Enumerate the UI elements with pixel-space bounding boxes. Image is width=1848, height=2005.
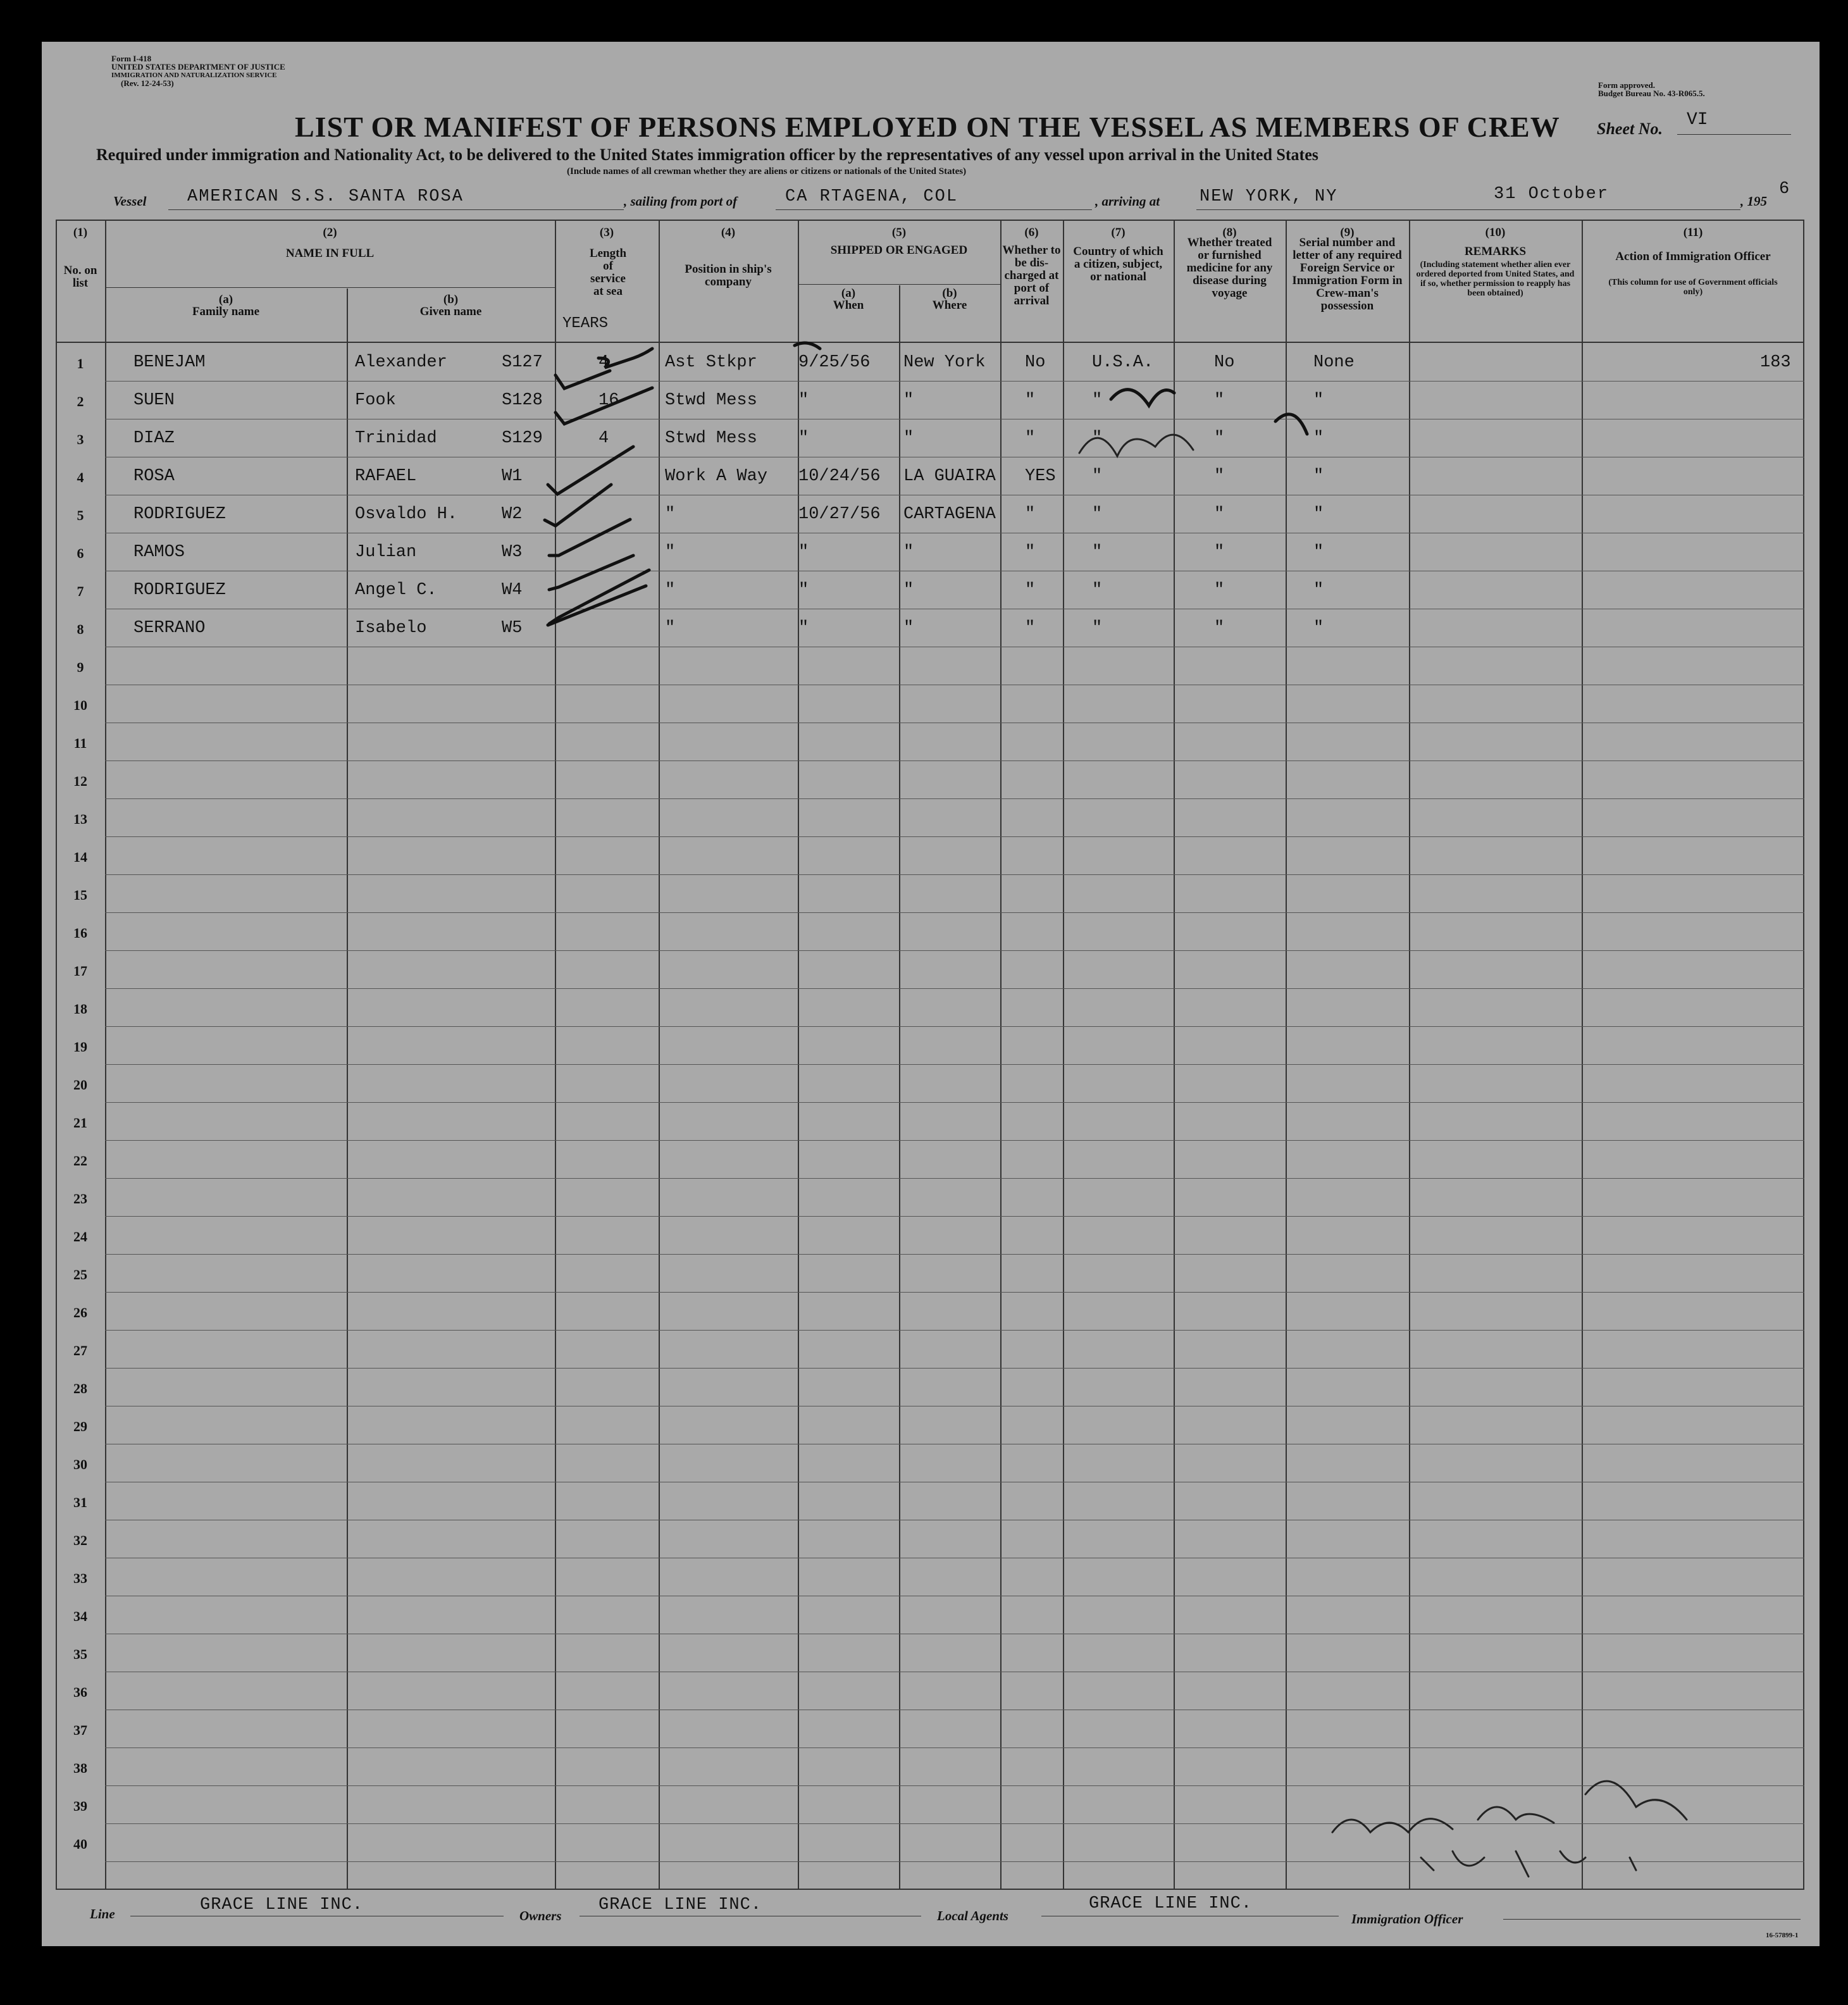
crew-discharge-cell: " [1025,391,1036,410]
row-number: 32 [73,1532,87,1548]
col7-number: (7) [1111,226,1126,239]
crew-discharge-cell: No [1025,353,1046,372]
crew-given-cell: Alexander [355,353,447,372]
port-of-departure: CA RTAGENA, COL [785,187,958,206]
crew-treated-cell: " [1214,467,1225,486]
row-number: 12 [73,773,87,789]
crew-given-cell: Angel C. [355,581,437,600]
crew-family-cell: SUEN [133,391,175,410]
col1-number: (1) [73,226,88,239]
col3-header: Length of service at sea [589,247,627,298]
owners-value: GRACE LINE INC. [598,1896,762,1915]
row-number: 9 [77,659,84,675]
crew-treated-cell: " [1214,543,1225,562]
officer-signature [1332,1819,1453,1832]
include-note: (Include names of all crewman whether they are aliens or citizens or nationals of the United States) [567,166,967,177]
crew-position-cell: " [665,505,676,524]
sailing-label: , sailing from port of [624,194,738,209]
crew-where-cell: New York [903,353,986,372]
form-number: Form I-418 [111,54,152,63]
crew-family-cell: RAMOS [133,543,185,562]
arrival-date: 31 October [1494,185,1609,204]
row-number: 4 [77,469,84,485]
crew-family-cell: RODRIGUEZ [133,505,226,524]
row-number: 11 [73,735,87,751]
crew-given-cell: Fook [355,391,396,410]
budget-bureau-number: Budget Bureau No. 43-R065.5. [1598,89,1705,98]
crew-when-cell: " [798,581,809,600]
col5a-letter: (a) [841,287,856,300]
crew-given-cell: Isabelo [355,619,427,638]
col8-header: Whether treated or furnished medicine for any disease during voyage [1186,236,1273,300]
crew-when-cell: " [798,429,809,448]
crew-serial-cell: W5 [502,619,523,638]
row-number: 18 [73,1001,87,1017]
row-number: 29 [73,1418,87,1434]
crew-given-cell: RAFAEL [355,467,417,486]
revision-date: (Rev. 12-24-53) [121,78,174,88]
col11-note: (This column for use of Government officials only) [1608,278,1778,297]
row-number: 36 [73,1684,87,1700]
crew-country-cell: " [1092,391,1103,410]
col6-number: (6) [1024,226,1039,239]
crew-position-cell: " [665,543,676,562]
crew-where-cell: " [903,543,914,562]
crew-discharge-cell: " [1025,505,1036,524]
col3-years: YEARS [562,315,609,332]
crew-treated-cell: " [1214,429,1225,448]
line-value: GRACE LINE INC. [200,1896,364,1915]
check-mark-row1 [555,371,610,388]
check-mark-row6 [549,519,630,556]
row-number: 26 [73,1305,87,1320]
col9-header: Serial number and letter of any required Foreign Service or Immigration Form in Crew-man's possession [1292,236,1403,313]
manifest-title: LIST OR MANIFEST OF PERSONS EMPLOYED ON THE VESSEL AS MEMBERS OF CREW [295,111,1560,143]
col4-header: Position in ship's company [685,263,772,289]
check-mark-row3 [555,388,652,424]
col10-number: (10) [1485,226,1506,239]
col2a-header: Family name [192,305,260,318]
crew-form-cell: " [1313,391,1324,410]
crew-position-cell: Stwd Mess [665,391,757,410]
row-number: 3 [77,431,84,447]
crew-treated-cell: No [1214,353,1235,372]
port-of-arrival: NEW YORK, NY [1200,187,1338,206]
row-number: 14 [73,849,87,865]
crew-serial-cell: S129 [502,429,543,448]
crew-treated-cell: " [1214,505,1225,524]
crew-country-cell: " [1092,467,1103,486]
scribble-mark [1079,435,1193,456]
crew-serial-cell: W1 [502,467,523,486]
row-number: 20 [73,1077,87,1093]
row-number: 39 [73,1798,87,1814]
row-number: 31 [73,1494,87,1510]
crew-where-cell: " [903,429,914,448]
check-mark-row8 [549,570,649,624]
handwritten-marks [42,42,1820,1946]
row-number: 37 [73,1722,87,1738]
crew-family-cell: SERRANO [133,619,206,638]
col1-header: No. on list [63,264,97,290]
col5b-header: Where [932,299,967,312]
crew-given-cell: Julian [355,543,417,562]
row-number: 15 [73,887,87,903]
row-number: 17 [73,963,87,979]
crew-when-cell: " [798,543,809,562]
crew-discharge-cell: " [1025,581,1036,600]
row-number: 10 [73,697,87,713]
row-number: 7 [77,583,84,599]
crew-form-cell: " [1313,581,1324,600]
row-number: 27 [73,1343,87,1358]
crew-discharge-cell: " [1025,619,1036,638]
crew-position-cell: Stwd Mess [665,429,757,448]
crew-discharge-cell: " [1025,543,1036,562]
crew-discharge-cell: " [1025,429,1036,448]
vessel-label: Vessel [113,194,147,209]
crew-when-cell: " [798,391,809,410]
crew-position-cell: " [665,581,676,600]
row-number: 28 [73,1381,87,1396]
print-code: 16-57899-1 [1766,1932,1799,1939]
col5a-header: When [833,299,864,312]
row-number: 40 [73,1836,87,1852]
col11-header: Action of Immigration Officer [1615,250,1771,263]
crew-given-cell: Osvaldo H. [355,505,458,524]
col8-number: (8) [1222,226,1237,239]
crew-when-cell: 10/27/56 [798,505,881,524]
row-number: 38 [73,1760,87,1776]
crew-position-cell: Work A Way [665,467,768,486]
row-number: 2 [77,394,84,409]
row-number: 19 [73,1039,87,1055]
row-number: 30 [73,1456,87,1472]
crew-serial-cell: W2 [502,505,523,524]
crew-country-cell: " [1092,543,1103,562]
row-number: 13 [73,811,87,827]
col7-header: Country of which a citizen, subject, or national [1073,245,1163,283]
col2-header: NAME IN FULL [285,247,375,260]
crew-treated-cell: " [1214,391,1225,410]
crew-position-cell: Ast Stkpr [665,353,757,372]
row-number: 6 [77,545,84,561]
crew-serial-cell: S128 [502,391,543,410]
crew-when-cell: " [798,619,809,638]
crew-country-cell: U.S.A. [1092,353,1154,372]
crew-treated-cell: " [1214,581,1225,600]
crew-serial-cell: W3 [502,543,523,562]
col2b-letter: (b) [443,293,459,306]
crew-form-cell: " [1313,619,1324,638]
col10-header: REMARKS [1464,245,1527,258]
row-number: 33 [73,1570,87,1586]
line-label: Line [90,1906,115,1921]
col6-header: Whether to be dis-charged at port of arrival [1002,244,1061,307]
crew-family-cell: DIAZ [133,429,175,448]
crew-family-cell: ROSA [133,467,175,486]
crew-years-cell: 4 [598,353,609,372]
row-number: 8 [77,621,84,637]
crew-serial-cell: W4 [502,581,523,600]
crew-given-cell: Trinidad [355,429,437,448]
col2a-letter: (a) [218,293,233,306]
crew-country-cell: " [1092,619,1103,638]
row-number: 5 [77,507,84,523]
crew-country-cell: " [1092,581,1103,600]
crew-years-cell: 4 [598,429,609,448]
crew-family-cell: BENEJAM [133,353,206,372]
col5-number: (5) [891,226,907,239]
year-prefix: , 195 [1740,194,1767,209]
crew-where-cell: CARTAGENA [903,505,996,524]
col4-number: (4) [721,226,736,239]
crew-discharge-cell: YES [1025,467,1056,486]
row-number: 22 [73,1153,87,1169]
row-number: 1 [77,356,84,371]
vessel-name: AMERICAN S.S. SANTA ROSA [187,187,464,206]
crew-family-cell: RODRIGUEZ [133,581,226,600]
col5-header: SHIPPED OR ENGAGED [830,244,968,257]
year-digit: 6 [1779,180,1790,199]
crew-form-cell: " [1313,429,1324,448]
row-number: 24 [73,1229,87,1245]
local-agents-label: Local Agents [937,1908,1008,1923]
col9-number: (9) [1340,226,1355,239]
crew-form-cell: " [1313,505,1324,524]
crew-form-cell: None [1313,353,1355,372]
crew-country-cell: " [1092,429,1103,448]
local-agents-value: GRACE LINE INC. [1089,1894,1253,1913]
col10-note: (Including statement whether alien ever ordered deported from United States, and if so, whether permission to reapply has been obtained) [1416,260,1575,298]
col2b-header: Given name [419,305,482,318]
department-name: UNITED STATES DEPARTMENT OF JUSTICE [111,62,285,71]
row-number: 34 [73,1608,87,1624]
crew-years-cell: 16 [598,391,619,410]
col11-number: (11) [1683,226,1703,239]
immigration-officer-label: Immigration Officer [1351,1911,1463,1927]
form-approved: Form approved. [1598,80,1656,90]
crew-country-cell: " [1092,505,1103,524]
row-number: 21 [73,1115,87,1131]
check-mark-row4 [548,447,633,494]
crew-action-cell: 183 [1760,353,1791,372]
crew-serial-cell: S127 [502,353,543,372]
crew-when-cell: 10/24/56 [798,467,881,486]
subtitle: Required under immigration and Nationality Act, to be delivered to the United States immigration officer by the representatives of any vessel upon arrival in the United States [96,146,1318,164]
sheet-no-label: Sheet No. [1597,120,1663,138]
crew-form-cell: " [1313,467,1324,486]
crew-position-cell: " [665,619,676,638]
col5b-letter: (b) [942,287,957,300]
crew-form-cell: " [1313,543,1324,562]
col3-number: (3) [599,226,614,239]
arriving-label: , arriving at [1095,194,1160,209]
crew-where-cell: " [903,391,914,410]
crew-where-cell: LA GUAIRA [903,467,996,486]
crew-when-cell: 9/25/56 [798,353,871,372]
crew-where-cell: " [903,619,914,638]
row-number: 23 [73,1191,87,1207]
col2-number: (2) [323,226,337,239]
sheet-number: VI [1687,110,1708,130]
owners-label: Owners [519,1908,562,1923]
crew-where-cell: " [903,581,914,600]
row-number: 25 [73,1267,87,1282]
row-number: 16 [73,925,87,941]
crew-treated-cell: " [1214,619,1225,638]
service-name: IMMIGRATION AND NATURALIZATION SERVICE [111,71,277,79]
manifest-sheet [42,42,1820,1946]
row-number: 35 [73,1646,87,1662]
